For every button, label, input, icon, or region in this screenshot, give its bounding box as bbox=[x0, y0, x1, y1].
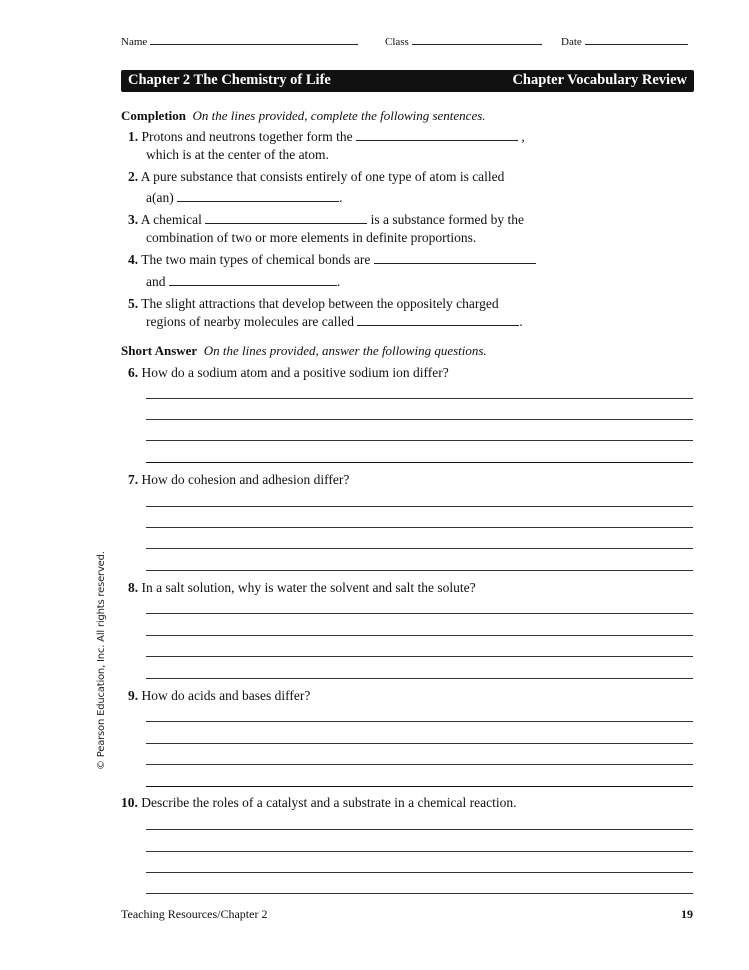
answer-blank[interactable] bbox=[177, 200, 339, 202]
answer-line[interactable] bbox=[146, 786, 693, 787]
question-5: 5. The slight attractions that develop between the oppositely charged bbox=[128, 296, 499, 311]
answer-line[interactable] bbox=[146, 440, 693, 441]
name-field[interactable] bbox=[121, 36, 358, 48]
answer-blank[interactable] bbox=[374, 262, 536, 264]
class-label: Class bbox=[385, 36, 409, 48]
question-4: 4. The two main types of chemical bonds are bbox=[128, 252, 536, 268]
answer-line[interactable] bbox=[146, 419, 693, 420]
name-label: Name bbox=[121, 36, 148, 48]
answer-line[interactable] bbox=[146, 851, 693, 852]
answer-line[interactable] bbox=[146, 743, 693, 744]
answer-line[interactable] bbox=[146, 506, 693, 507]
answer-blank[interactable] bbox=[169, 284, 337, 286]
answer-line[interactable] bbox=[146, 656, 693, 657]
question-4-cont: and . bbox=[146, 274, 341, 289]
question-8: 8. In a salt solution, why is water the solvent and salt the solute? bbox=[128, 580, 476, 595]
answer-line[interactable] bbox=[146, 462, 693, 463]
footer-source: Teaching Resources/Chapter 2 bbox=[121, 907, 268, 921]
page-number: 19 bbox=[681, 907, 693, 921]
question-2-cont: a(an) . bbox=[146, 190, 343, 205]
answer-line[interactable] bbox=[146, 548, 693, 549]
question-7: 7. How do cohesion and adhesion differ? bbox=[128, 472, 350, 487]
answer-line[interactable] bbox=[146, 570, 693, 571]
question-5-cont: regions of nearby molecules are called . bbox=[146, 314, 523, 329]
answer-line[interactable] bbox=[146, 527, 693, 528]
question-10: 10. Describe the roles of a catalyst and a substrate in a chemical reaction. bbox=[121, 795, 517, 810]
answer-line[interactable] bbox=[146, 893, 693, 894]
short-answer-heading: Short Answer On the lines provided, answer the following questions. bbox=[121, 343, 487, 358]
answer-blank[interactable] bbox=[205, 222, 367, 224]
answer-blank[interactable] bbox=[357, 324, 519, 326]
question-3-cont: combination of two or more elements in definite proportions. bbox=[146, 230, 477, 245]
question-2: 2. A pure substance that consists entirely of one type of atom is called bbox=[128, 169, 505, 184]
question-1: 1. Protons and neutrons together form the , bbox=[128, 129, 525, 144]
class-field[interactable] bbox=[385, 36, 542, 48]
answer-line[interactable] bbox=[146, 613, 693, 614]
answer-line[interactable] bbox=[146, 764, 693, 765]
date-field[interactable] bbox=[561, 36, 688, 48]
chapter-title: Chapter 2 The Chemistry of Life bbox=[128, 72, 331, 88]
question-1-cont: which is at the center of the atom. bbox=[146, 147, 329, 162]
question-9: 9. How do acids and bases differ? bbox=[128, 688, 311, 703]
question-3: 3. A chemical is a substance formed by the bbox=[128, 212, 524, 227]
answer-line[interactable] bbox=[146, 635, 693, 636]
completion-heading: Completion On the lines provided, complete the following sentences. bbox=[121, 108, 486, 123]
date-label: Date bbox=[561, 36, 582, 48]
answer-line[interactable] bbox=[146, 872, 693, 873]
chapter-banner bbox=[121, 70, 694, 92]
answer-line[interactable] bbox=[146, 398, 693, 399]
answer-blank[interactable] bbox=[356, 139, 518, 141]
answer-line[interactable] bbox=[146, 829, 693, 830]
copyright-notice: © Pearson Education, Inc. All rights reserved. bbox=[96, 551, 107, 770]
answer-line[interactable] bbox=[146, 721, 693, 722]
question-6: 6. How do a sodium atom and a positive sodium ion differ? bbox=[128, 365, 449, 380]
section-title: Chapter Vocabulary Review bbox=[512, 72, 687, 88]
answer-line[interactable] bbox=[146, 678, 693, 679]
